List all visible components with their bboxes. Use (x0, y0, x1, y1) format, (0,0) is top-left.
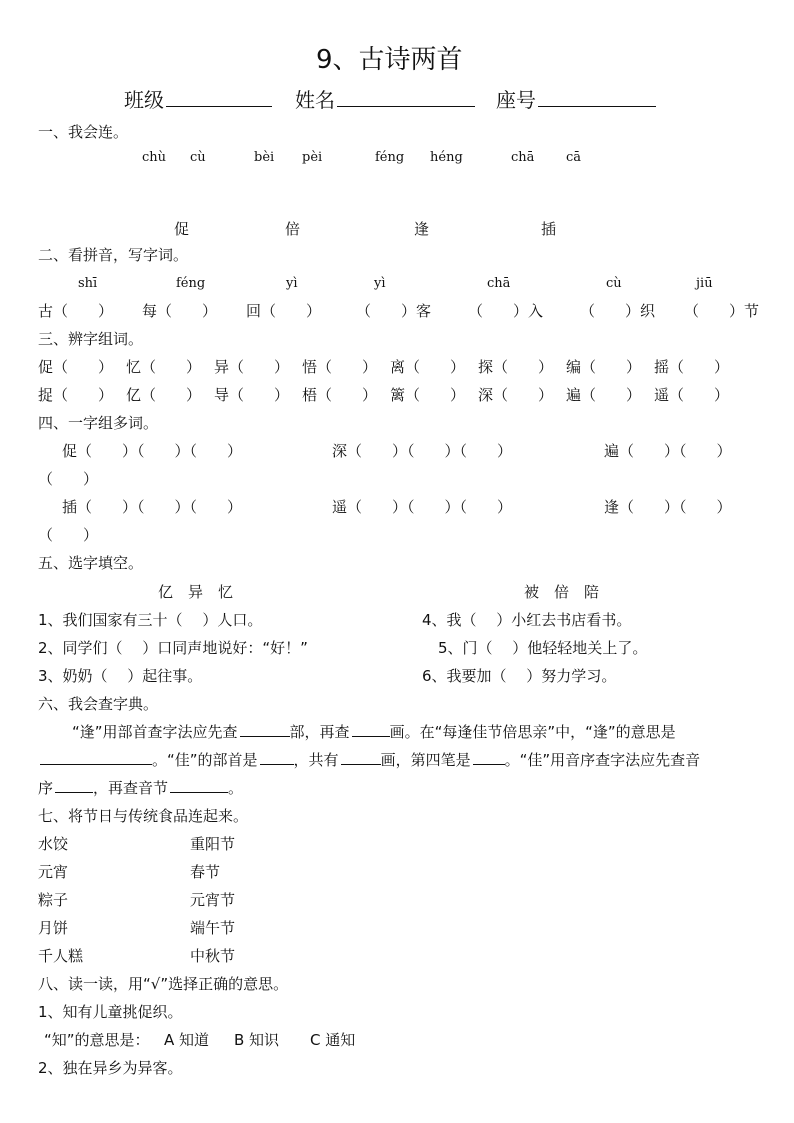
food-item: 水饺 (38, 835, 69, 853)
festival-item: 重阳节 (190, 835, 236, 853)
seat-label: 座号 (496, 88, 536, 112)
text: 部，再查 (289, 723, 350, 741)
blank[interactable] (473, 763, 505, 765)
options-right: 被 倍 陪 (524, 583, 600, 601)
blank[interactable] (260, 763, 294, 765)
food-item: 千人糕 (38, 947, 84, 965)
pinyin: pèi (302, 150, 323, 165)
text: 序 (38, 779, 54, 797)
word-blank[interactable]: 亿（ ） (126, 386, 202, 404)
multi-word-blank[interactable]: 深（ ）（ ）（ ） (332, 442, 513, 460)
blank[interactable] (55, 791, 93, 793)
text: 。“佳”的部首是 (152, 751, 258, 769)
word-blank[interactable]: 促（ ） (38, 358, 114, 376)
multi-word-blank[interactable]: （ ） (38, 470, 99, 488)
text: ，再查音节 (93, 779, 169, 797)
pinyin: féng (375, 150, 405, 165)
multi-word-blank[interactable]: 促（ ）（ ）（ ） (62, 442, 243, 460)
text: “逢”用部首查字法应先查 (72, 723, 238, 741)
pinyin: shī (78, 276, 98, 291)
question: 3、奶奶（ ）起往事。 (38, 667, 203, 685)
section-8-heading: 八、读一读，用“√”选择正确的意思。 (38, 975, 289, 993)
section-7-heading: 七、将节日与传统食品连起来。 (38, 807, 249, 825)
fill-blank[interactable]: （ ）客 (356, 302, 432, 320)
section-3-heading: 三、辨字组词。 (38, 330, 144, 348)
pinyin: chù (142, 150, 167, 165)
dictionary-line-1 (72, 725, 676, 740)
text: 画，第四笔是 (380, 751, 471, 769)
word-blank[interactable]: 悟（ ） (302, 358, 378, 376)
choice-option[interactable]: C 通知 (310, 1031, 356, 1049)
class-field (124, 90, 272, 110)
pinyin: yì (286, 276, 298, 291)
word-blank[interactable]: 摇（ ） (654, 358, 730, 376)
section-1-heading: 一、我会连。 (38, 123, 129, 141)
match-char: 促 (174, 220, 190, 238)
question: 2、独在异乡为异客。 (38, 1059, 183, 1077)
name-field (295, 90, 475, 110)
multi-word-blank[interactable]: 插（ ）（ ）（ ） (62, 498, 243, 516)
fill-blank[interactable]: （ ）入 (468, 302, 544, 320)
word-blank[interactable]: 深（ ） (478, 386, 554, 404)
question: 1、我们国家有三十（ ）人口。 (38, 611, 263, 629)
choice-option[interactable]: A 知道 (164, 1031, 210, 1049)
blank[interactable] (40, 763, 152, 765)
choice-option[interactable]: B 知识 (234, 1031, 280, 1049)
multi-word-blank[interactable]: 遥（ ）（ ）（ ） (332, 498, 513, 516)
blank[interactable] (240, 735, 290, 737)
pinyin: chā (487, 276, 511, 291)
pinyin: bèi (254, 150, 275, 165)
festival-item: 元宵节 (190, 891, 236, 909)
text: 。“佳”用音序查字法应先查音 (504, 751, 701, 769)
section-6-heading: 六、我会查字典。 (38, 695, 159, 713)
word-blank[interactable]: 异（ ） (214, 358, 290, 376)
word-blank[interactable]: 遍（ ） (566, 386, 642, 404)
question: 4、我（ ）小红去书店看书。 (422, 611, 632, 629)
question: 5、门（ ）他轻轻地关上了。 (438, 639, 648, 657)
word-blank[interactable]: 篱（ ） (390, 386, 466, 404)
section-4-heading: 四、一字组多词。 (38, 414, 159, 432)
blank[interactable] (170, 791, 228, 793)
pinyin: yì (374, 276, 386, 291)
word-blank[interactable]: 导（ ） (214, 386, 290, 404)
festival-item: 春节 (190, 863, 221, 881)
fill-blank[interactable]: 回（ ） (246, 302, 322, 320)
class-label: 班级 (124, 88, 164, 112)
pinyin: cù (606, 276, 622, 291)
match-char: 倍 (285, 220, 301, 238)
dictionary-line-2 (38, 753, 700, 768)
word-blank[interactable]: 编（ ） (566, 358, 642, 376)
match-char: 插 (541, 220, 557, 238)
dictionary-line-3 (38, 781, 243, 796)
text: ，共有 (293, 751, 339, 769)
section-5-heading: 五、选字填空。 (38, 554, 144, 572)
blank[interactable] (352, 735, 390, 737)
text: 。 (228, 779, 244, 797)
question: 1、知有儿童挑促织。 (38, 1003, 183, 1021)
section-2-heading: 二、看拼音，写字词。 (38, 246, 189, 264)
class-blank[interactable] (166, 105, 272, 107)
fill-blank[interactable]: （ ）节 (684, 302, 760, 320)
match-char: 逢 (414, 220, 430, 238)
word-blank[interactable]: 离（ ） (390, 358, 466, 376)
name-label: 姓名 (295, 88, 335, 112)
word-blank[interactable]: 探（ ） (478, 358, 554, 376)
word-blank[interactable]: 忆（ ） (126, 358, 202, 376)
page-title: 9、古诗两首 (316, 45, 463, 75)
options-left: 亿 异 忆 (158, 583, 234, 601)
question-prompt: “知”的意思是： (44, 1031, 150, 1049)
word-blank[interactable]: 梧（ ） (302, 386, 378, 404)
blank[interactable] (341, 763, 381, 765)
food-item: 月饼 (38, 919, 69, 937)
multi-word-blank[interactable]: 逢（ ）（ ） (604, 498, 732, 516)
festival-item: 中秋节 (190, 947, 236, 965)
pinyin: cā (566, 150, 582, 165)
pinyin: chā (511, 150, 535, 165)
pinyin: cù (190, 150, 206, 165)
multi-word-blank[interactable]: （ ） (38, 526, 99, 544)
question: 2、同学们（ ）口同声地说好：“好！” (38, 639, 308, 657)
food-item: 粽子 (38, 891, 69, 909)
text: 画。在“每逢佳节倍思亲”中，“逢”的意思是 (389, 723, 676, 741)
food-item: 元宵 (38, 863, 69, 881)
fill-blank[interactable]: （ ）织 (580, 302, 656, 320)
seat-field (496, 90, 656, 110)
question: 6、我要加（ ）努力学习。 (422, 667, 617, 685)
word-blank[interactable]: 遥（ ） (654, 386, 730, 404)
pinyin: héng (430, 150, 463, 165)
name-blank[interactable] (337, 105, 475, 107)
seat-blank[interactable] (538, 105, 656, 107)
pinyin: jiū (696, 276, 713, 291)
word-blank[interactable]: 捉（ ） (38, 386, 114, 404)
fill-blank[interactable]: 古（ ） (38, 302, 114, 320)
fill-blank[interactable]: 每（ ） (142, 302, 218, 320)
pinyin: féng (176, 276, 206, 291)
festival-item: 端午节 (190, 919, 236, 937)
multi-word-blank[interactable]: 遍（ ）（ ） (604, 442, 732, 460)
